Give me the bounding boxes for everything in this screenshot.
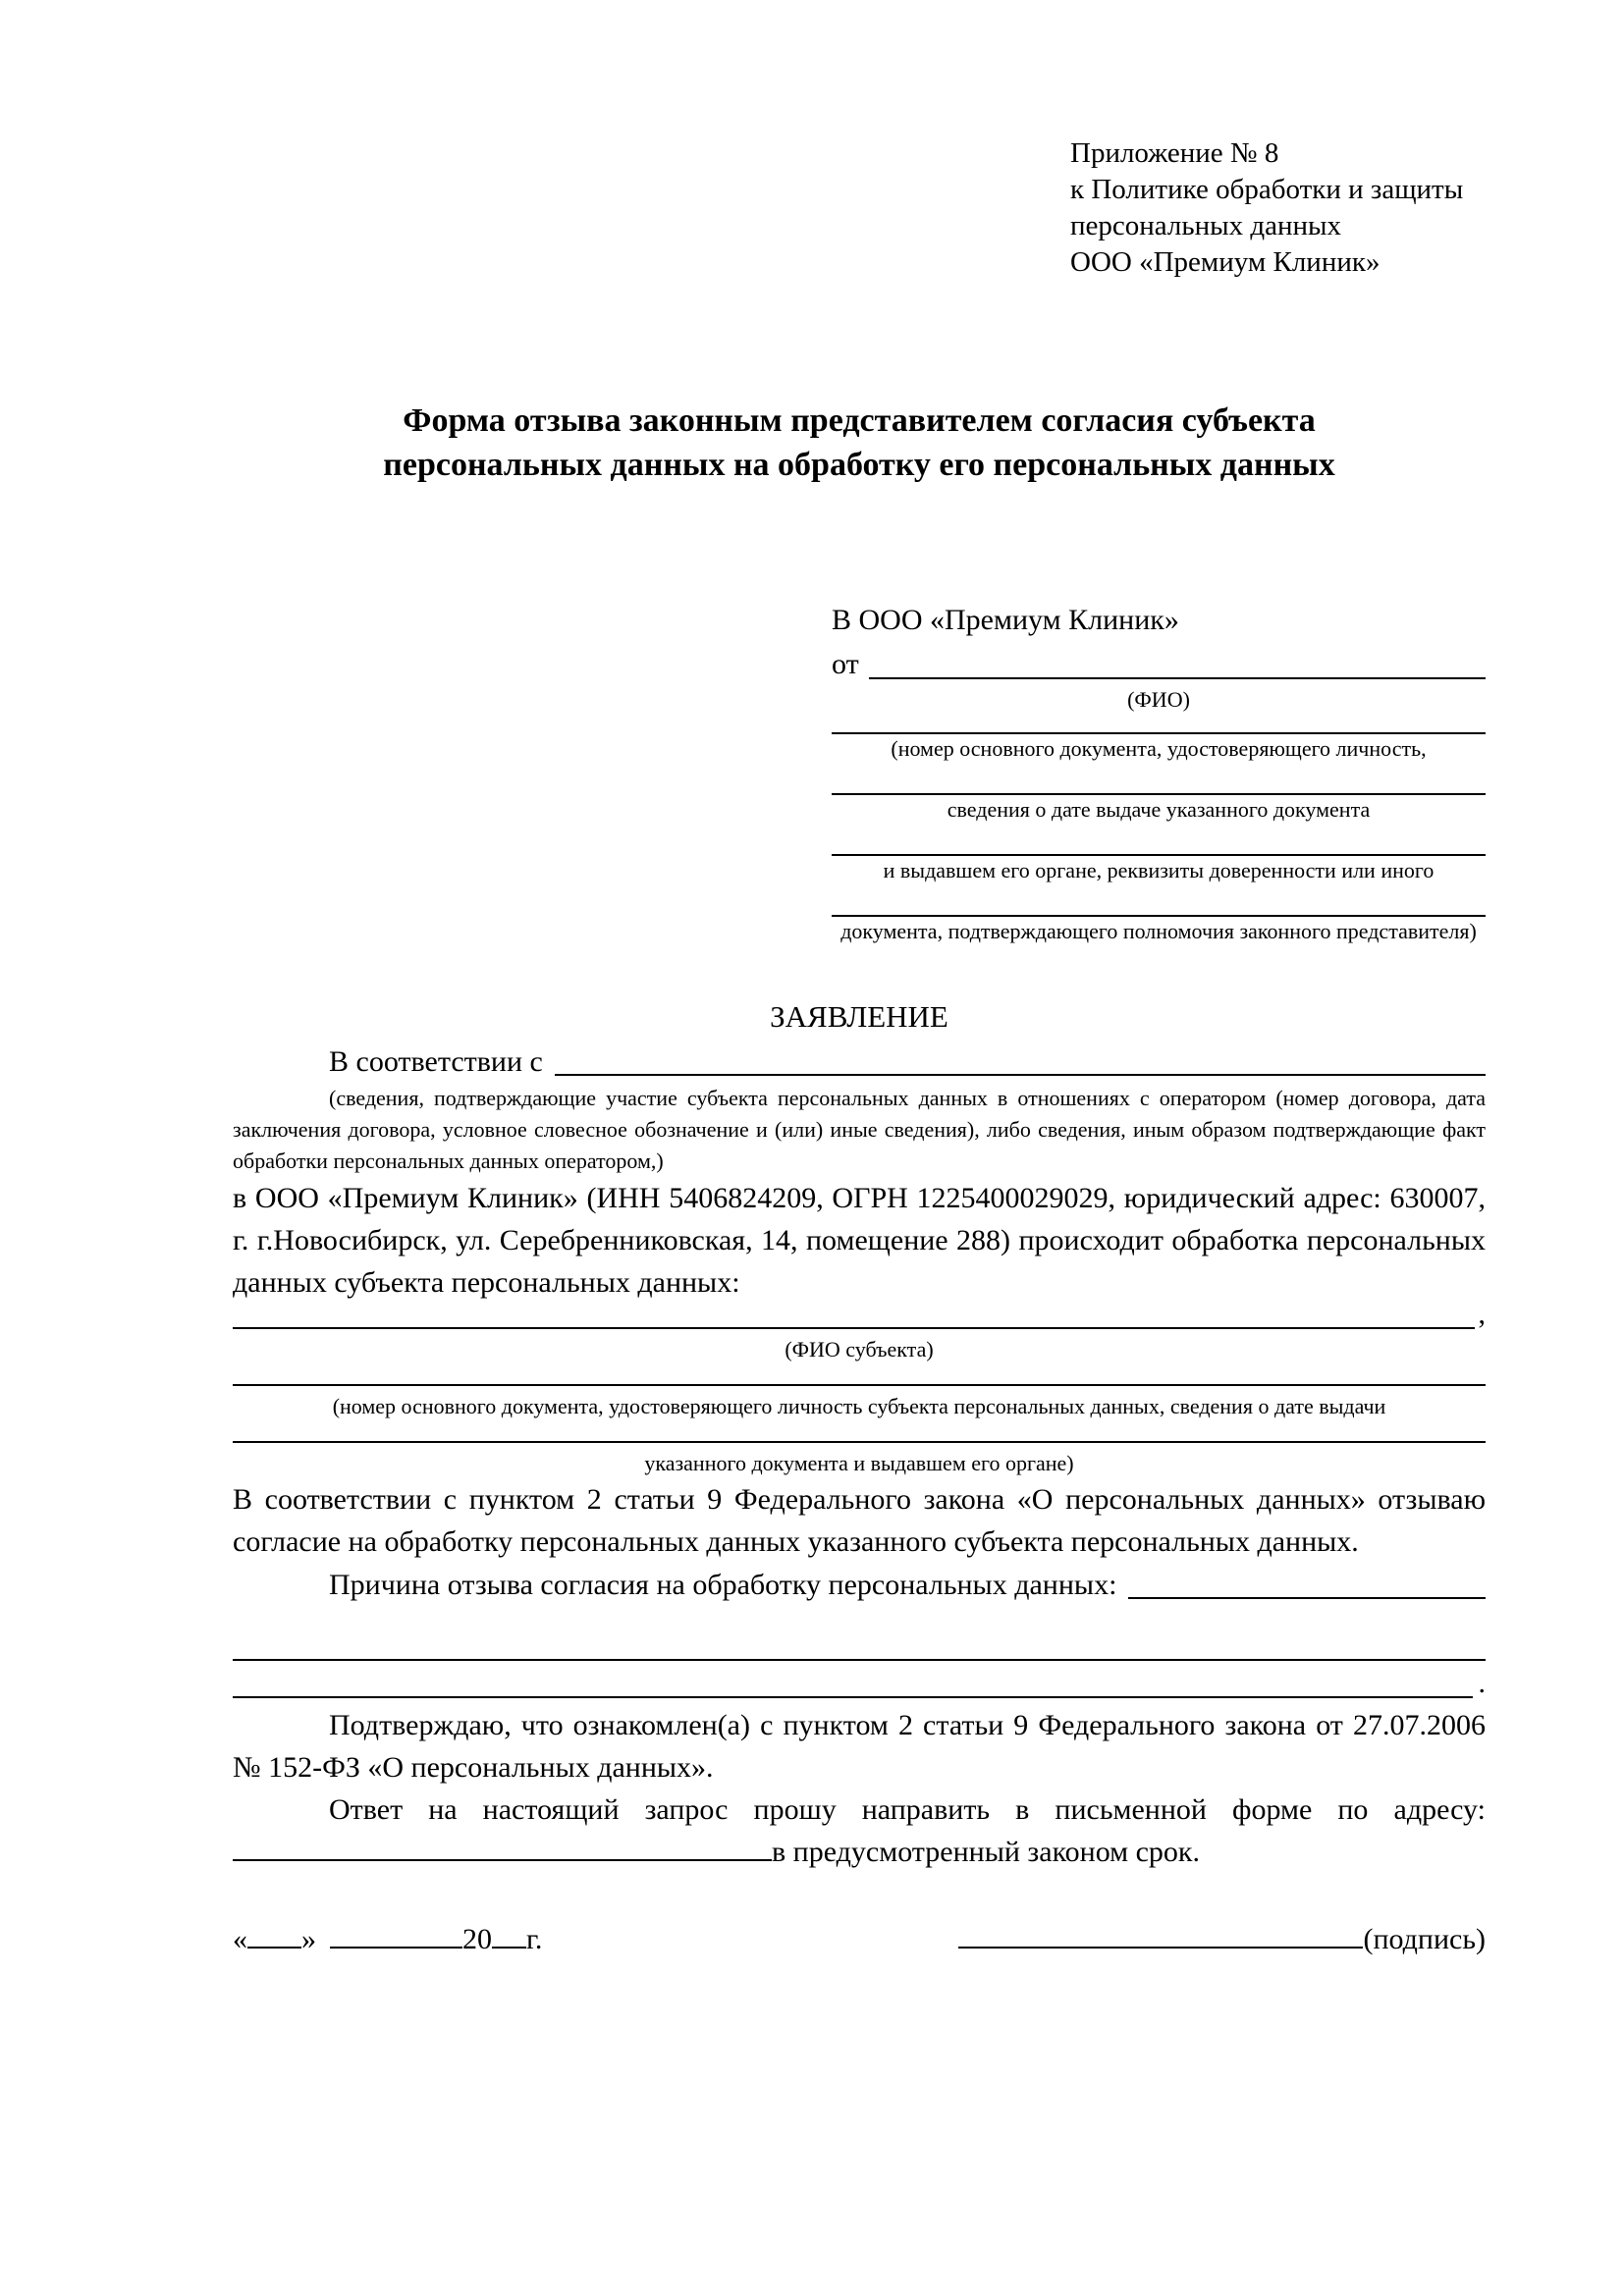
- accordance-fill-in-line: [555, 1074, 1486, 1076]
- addressee-block: [832, 599, 1486, 946]
- date-signature-row: [233, 1918, 1486, 1960]
- reason-fill-in-line: [1128, 1597, 1486, 1599]
- reason-continuation-fill-in-line: [233, 1659, 1486, 1661]
- appendix-note: [1070, 135, 1463, 281]
- reason-label: Причина отзыва согласия на обработку персональных данных:: [329, 1569, 1117, 1601]
- operator-paragraph: в ООО «Премиум Клиник» (ИНН 5406824209, ОГРН 1225400029029, юридический адрес: 630007, г. г.Новосибирск, ул. Серебренниковская, 14, помещение 288) происходит обработка персональных данных субъекта персональных данных:: [233, 1182, 1486, 1299]
- month-fill-in-line: [330, 1945, 462, 1949]
- reason-continuation-field: [233, 1620, 1486, 1667]
- subject-document-fill-in-line-2: [233, 1441, 1486, 1443]
- issuing-authority-caption: и выдавшем его органе, реквизиты доверенности или иного: [883, 858, 1435, 882]
- subject-fio-field: [233, 1298, 1486, 1335]
- page-title-line: персональных данных на обработку его персональных данных: [383, 447, 1335, 483]
- date-close-quote: »: [301, 1923, 316, 1955]
- issue-date-caption: сведения о дате выдаче указанного документа: [947, 797, 1371, 822]
- subject-fio-caption: (ФИО субъекта): [785, 1337, 934, 1362]
- trailing-period: .: [1478, 1667, 1486, 1699]
- appendix-note-line: Приложение № 8: [1070, 137, 1279, 169]
- year-fill-in-line: [492, 1945, 526, 1949]
- page-title: [233, 399, 1486, 487]
- subject-document-field: [233, 1364, 1486, 1392]
- date-field: [233, 1918, 542, 1960]
- accordance-field: [233, 1038, 1486, 1083]
- subject-fio-trailing-comma: ,: [1478, 1298, 1486, 1330]
- fio-caption: (ФИО): [1127, 687, 1190, 712]
- address-fill-in-line: [233, 1857, 772, 1861]
- appendix-note-line: ООО «Премиум Клиник»: [1070, 246, 1380, 278]
- withdraw-paragraph: В соответствии с пунктом 2 статьи 9 Федерального закона «О персональных данных» отзываю согласие на обработку персональных данных указанного субъекта персональных данных.: [233, 1483, 1486, 1558]
- subject-document-caption-2: указанного документа и выдавшем его органе): [644, 1451, 1074, 1475]
- signature-caption: (подпись): [1363, 1923, 1486, 1955]
- addressee-organization: В ООО «Премиум Клиник»: [832, 604, 1179, 636]
- fio-fill-in-line: [869, 677, 1486, 679]
- subject-document-caption-1: (номер основного документа, удостоверяющего личность субъекта персональных данных, сведения о дате выдачи: [332, 1394, 1386, 1418]
- from-label: от: [832, 648, 859, 680]
- document-number-caption: (номер основного документа, удостоверяющего личность,: [891, 736, 1427, 761]
- subject-fio-fill-in-line: [233, 1327, 1475, 1329]
- reply-address-line: [233, 1831, 1486, 1873]
- reply-tail: в предусмотренный законом срок.: [772, 1836, 1200, 1868]
- subject-document-fill-in-line: [233, 1384, 1486, 1386]
- appendix-note-line: персональных данных: [1070, 210, 1342, 241]
- signature-fill-in-line: [958, 1945, 1363, 1949]
- accordance-label: В соответствии с: [329, 1045, 543, 1078]
- signature-field: [958, 1918, 1486, 1960]
- year-prefix: 20: [462, 1923, 492, 1955]
- reason-continuation-fill-in-line-2: [233, 1696, 1473, 1698]
- representative-authority-caption: документа, подтверждающего полномочия законного представителя): [840, 919, 1477, 943]
- statement-heading: ЗАЯВЛЕНИЕ: [770, 999, 948, 1034]
- day-fill-in-line: [247, 1945, 301, 1949]
- page-title-line: Форма отзыва законным представителем согласия субъекта: [403, 402, 1316, 439]
- date-open-quote: «: [233, 1923, 247, 1955]
- from-field: [832, 642, 1486, 685]
- confirm-paragraph: Подтверждаю, что ознакомлен(а) с пунктом 2 статьи 9 Федерального закона от 27.07.2006 № 152-ФЗ «О персональных данных».: [233, 1709, 1486, 1784]
- reason-field: [233, 1563, 1486, 1606]
- subject-document-field-2: [233, 1421, 1486, 1449]
- reason-continuation-field-2: [233, 1667, 1486, 1704]
- year-suffix: г.: [526, 1923, 543, 1955]
- appendix-note-line: к Политике обработки и защиты: [1070, 174, 1464, 205]
- reply-request-line: Ответ на настоящий запрос прошу направить в письменной форме по адресу:: [329, 1793, 1486, 1826]
- accordance-caption: (сведения, подтверждающие участие субъекта персональных данных в отношениях с оператором (номер договора, дата заключения договора, условное словесное обозначение и (или) иные сведения), либо сведения, иным образом подтверждающие факт обработки персональных данных оператором,): [233, 1086, 1486, 1173]
- statement-section: [233, 996, 1486, 1960]
